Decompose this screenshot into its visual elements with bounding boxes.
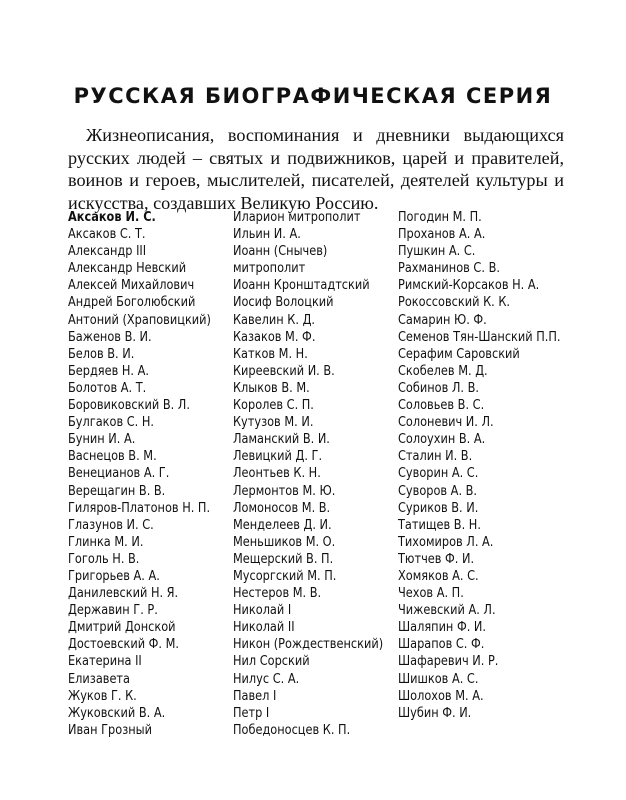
list-item: Верещагин В. В. [68,483,166,499]
list-item: Глинка М. И. [68,534,144,550]
list-item: Александр III [68,244,147,260]
list-item: Собинов Л. В. [398,380,480,396]
list-item: Тихомиров Л. А. [398,534,494,550]
list-item: Казаков М. Ф. [233,329,316,345]
list-item: Никон (Рождественский) [233,637,384,653]
list-item: Иоанн Кронштадтский [233,278,370,294]
list-item: Аксаков С. Т. [68,227,146,243]
list-item: Глазунов И. С. [68,517,154,533]
list-item: Васнецов В. М. [68,449,157,465]
list-item: Тютчев Ф. И. [398,551,475,567]
list-item: Мусоргский М. П. [233,568,337,584]
list-item: Алексей Михайлович [68,278,195,294]
list-item: Суворин А. С. [398,466,479,482]
list-item: Солоневич И. Л. [398,415,494,431]
list-item: Павел I [233,688,277,704]
list-item: Кавелин К. Д. [233,312,316,328]
list-item: Киреевский И. В. [233,363,335,379]
list-item: Шишков А. С. [398,671,479,687]
names-column-3 [398,209,561,722]
list-item: Лермонтов М. Ю. [233,483,336,499]
list-item: Римский-Корсаков Н. А. [398,278,540,294]
list-item: Скобелев М. Д. [398,363,488,379]
list-item: Ламанский В. И. [233,432,330,448]
list-item: Семенов Тян-Шанский П.П. [398,329,561,345]
list-item: Андрей Боголюбский [68,295,196,311]
list-item: Проханов А. А. [398,227,486,243]
names-column-2 [233,209,383,739]
list-item: Достоевский Ф. М. [68,637,180,653]
list-item: Елизавета [68,671,130,687]
list-item: Чехов А. П. [398,586,464,602]
list-item: Александр Невский [68,261,187,277]
list-item: Рахманинов С. В. [398,261,500,277]
list-item: Жуковский В. А. [68,705,166,721]
list-item: Жуков Г. К. [68,688,137,704]
list-item: Левицкий Д. Г. [233,449,323,465]
list-item: Булгаков С. Н. [68,415,154,431]
list-item: Соловьев В. С. [398,398,485,414]
list-item: Клыков В. М. [233,380,310,396]
list-item: Екатерина II [68,654,142,670]
list-item: Серафим Саровский [398,346,520,362]
list-item: Шаляпин Ф. И. [398,620,487,636]
list-item: Самарин Ю. Ф. [398,312,487,328]
series-title: РУССКАЯ БИОГРАФИЧЕСКАЯ СЕРИЯ [73,84,553,108]
list-item: Гоголь Н. В. [68,551,140,567]
list-item: Ильин И. А. [233,227,301,243]
list-item: Шолохов М. А. [398,688,484,704]
list-item: Бердяев Н. А. [68,363,150,379]
list-item: Меньшиков М. О. [233,534,336,550]
list-item: Николай I [233,603,292,619]
list-item-current: Аксаков И. С. [68,210,156,225]
list-item: Победоносцев К. П. [233,722,351,738]
list-item: Кутузов М. И. [233,415,314,431]
list-item: Иван Грозный [68,722,152,738]
list-item: Суриков В. И. [398,500,479,516]
list-item: Державин Г. Р. [68,603,158,619]
list-item: Венецианов А. Г. [68,466,170,482]
list-item: Иларион митрополит [233,210,361,225]
list-item: Болотов А. Т. [68,380,147,396]
list-item: Петр I [233,705,270,721]
list-item: Баженов В. И. [68,329,152,345]
list-item: Дмитрий Донской [68,620,176,636]
list-item: Боровиковский В. Л. [68,398,190,414]
list-item: Антоний (Храповицкий) [68,312,211,328]
list-item: Иоанн (Снычев) [233,244,328,260]
list-item: Леонтьев К. Н. [233,466,321,482]
names-column-1 [68,209,211,739]
list-item: Катков М. Н. [233,346,308,362]
list-item: Сталин И. В. [398,449,473,465]
list-item: Шафаревич И. Р. [398,654,499,670]
list-item: Ломоносов М. В. [233,500,331,516]
list-item: Шубин Ф. И. [398,705,472,721]
list-item: Солоухин В. А. [398,432,486,448]
list-item: Мещерский В. П. [233,551,334,567]
list-item: Хомяков А. С. [398,568,479,584]
list-item: Шарапов С. Ф. [398,637,485,653]
list-item: Григорьев А. А. [68,568,160,584]
list-item: Королев С. П. [233,398,314,414]
list-item: Пушкин А. С. [398,244,476,260]
list-item: Иосиф Волоцкий [233,295,334,311]
list-item: Менделеев Д. И. [233,517,332,533]
list-item: Татищев В. Н. [398,517,481,533]
list-item: Николай II [233,620,295,636]
list-item: Данилевский Н. Я. [68,586,179,602]
list-item: Нестеров М. В. [233,586,322,602]
list-item: Гиляров-Платонов Н. П. [68,500,211,516]
list-item: Суворов А. В. [398,483,478,499]
series-description: Жизнеописания, воспоминания и дневники выдающихся русских людей – святых и подвижников, царей и правителей, воинов и героев, мыслителей, писателей, деятелей культуры и искусства, создавших Великую Россию. [68,125,564,213]
list-item: Чижевский А. Л. [398,603,496,619]
list-item: Бунин И. А. [68,432,136,448]
list-item: Белов В. И. [68,346,135,362]
list-item: Нил Сорский [233,654,310,670]
list-item: митрополит [233,261,306,277]
list-item: Погодин М. П. [398,210,482,225]
list-item: Нилус С. А. [233,671,300,687]
list-item: Рокоссовский К. К. [398,295,511,311]
